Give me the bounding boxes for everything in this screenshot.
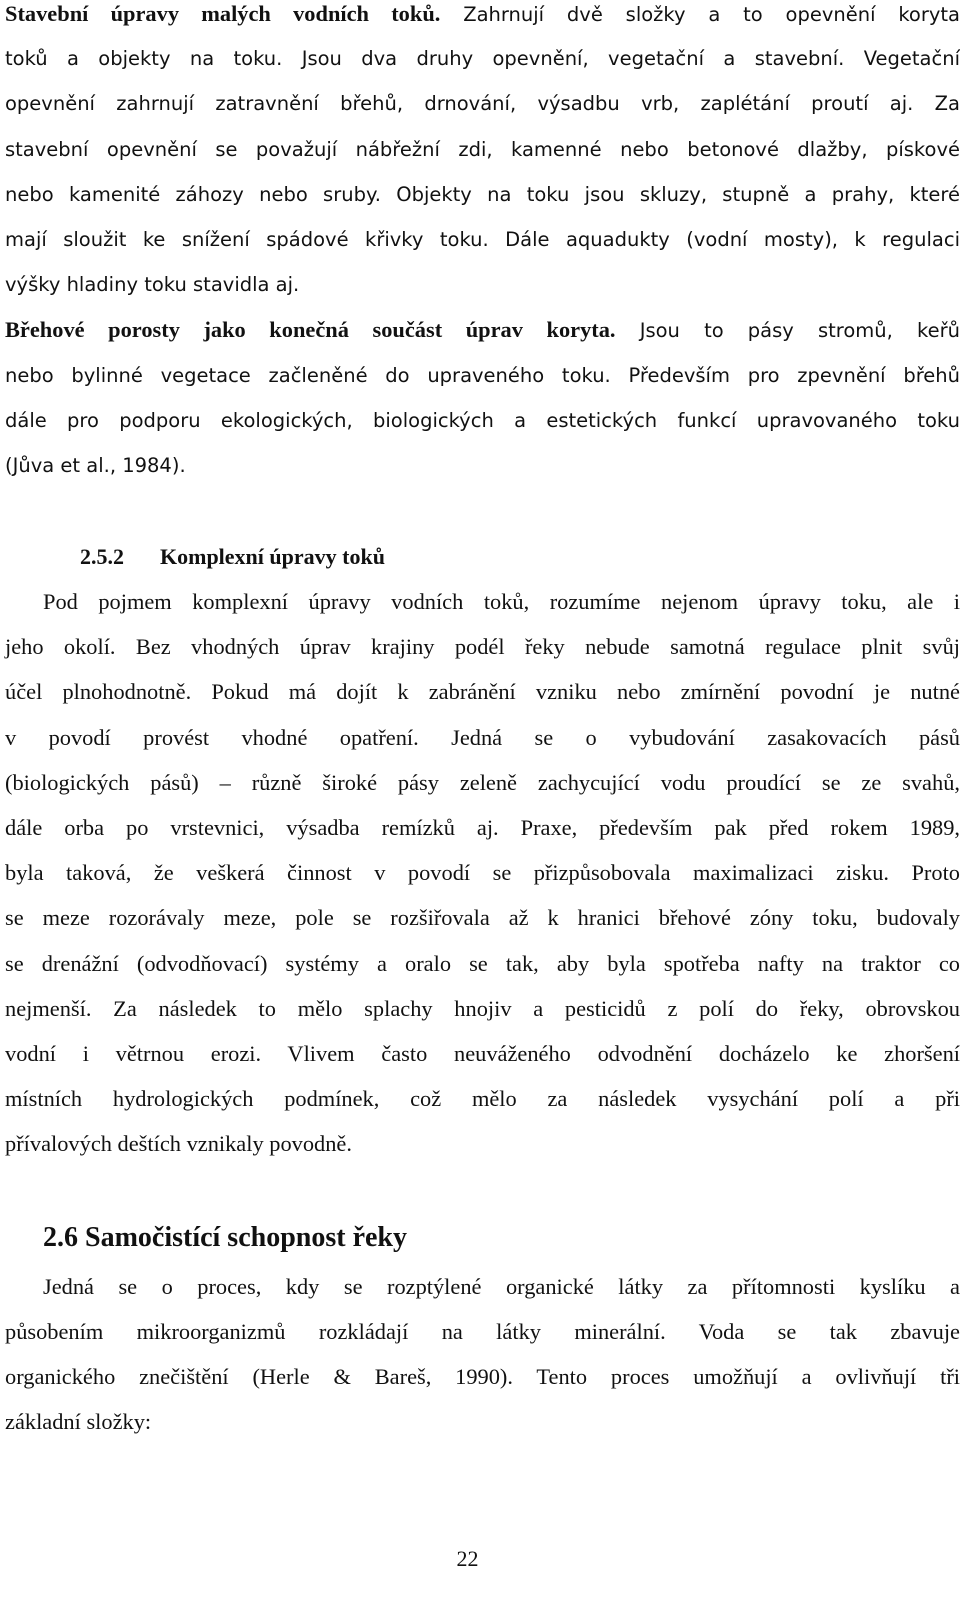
paragraph-line: přívalových deštích vznikaly povodně.: [5, 1131, 352, 1156]
paragraph-line: stavební opevnění se považují nábřežní zdi, kamenné nebo betonové dlažby, pískové: [5, 138, 960, 161]
paragraph-line: vodní i větrnou erozi. Vlivem často neuváženého odvodnění docházelo ke zhoršení: [5, 1041, 960, 1066]
paragraph-line: základní složky:: [5, 1409, 152, 1434]
paragraph-line: (biologických pásů) – různě široké pásy zeleně zachycující vodu proudící se ze svahů,: [5, 770, 960, 795]
paragraph-line: jeho okolí. Bez vhodných úprav krajiny podél řeky nebude samotná regulace plnit svůj: [5, 634, 960, 659]
paragraph-line: výšky hladiny toku stavidla aj.: [5, 273, 300, 296]
paragraph-line: Pod pojmem komplexní úpravy vodních toků, rozumíme nejenom úpravy toku, ale i: [43, 589, 960, 614]
run-in-heading: Břehové porosty jako konečná součást úprav koryta.: [5, 317, 616, 342]
paragraph-line: se drenážní (odvodňovací) systémy a oralo se tak, aby byla spotřeba nafty na traktor co: [5, 951, 960, 976]
paragraph-line: organického znečištění (Herle & Bareš, 1990). Tento proces umožňují a ovlivňují tři: [5, 1364, 960, 1389]
section-number: 2.5.2: [80, 544, 124, 569]
paragraph-line: Břehové porosty jako konečná součást úprav koryta. Jsou to pásy stromů, keřů: [5, 317, 960, 342]
paragraph-line: v povodí provést vhodné opatření. Jedná se o vybudování zasakovacích pásů: [5, 725, 960, 750]
paragraph-line: mají sloužit ke snížení spádové křivky toku. Dále aquadukty (vodní mosty), k regulaci: [5, 228, 960, 251]
paragraph-line: Jedná se o proces, kdy se rozptýlené organické látky za přítomnosti kyslíku a: [43, 1274, 960, 1299]
paragraph-line: nebo kamenité záhozy nebo sruby. Objekty na toku jsou skluzy, stupně a prahy, které: [5, 183, 960, 206]
section-heading: [80, 543, 385, 571]
paragraph-line: opevnění zahrnují zatravnění břehů, drnování, výsadbu vrb, zaplétání proutí aj. Za: [5, 92, 960, 115]
paragraph-line: Stavební úpravy malých vodních toků. Zahrnují dvě složky a to opevnění koryta: [5, 1, 960, 26]
paragraph-line: (Jůva et al., 1984).: [5, 454, 186, 477]
paragraph-line: dále orba po vrstevnici, výsadba remízků aj. Praxe, především pak před rokem 1989,: [5, 815, 960, 840]
paragraph-line: toků a objekty na toku. Jsou dva druhy opevnění, vegetační a stavební. Vegetační: [5, 47, 960, 70]
paragraph-line: se meze rozorávaly meze, pole se rozšiřovala až k hranici břehové zóny toku, budovaly: [5, 905, 960, 930]
paragraph-line: nebo bylinné vegetace začleněné do upraveného toku. Především pro zpevnění břehů: [5, 364, 960, 387]
paragraph-line: účel plnohodnotně. Pokud má dojít k zabránění vzniku nebo zmírnění povodní je nutné: [5, 679, 960, 704]
page-number: 22: [456, 1546, 479, 1571]
section-title: Komplexní úpravy toků: [160, 544, 385, 569]
paragraph-line: působením mikroorganizmů rozkládají na látky minerální. Voda se tak zbavuje: [5, 1319, 960, 1344]
paragraph-line: dále pro podporu ekologických, biologických a estetických funkcí upravovaného toku: [5, 409, 960, 432]
paragraph-line: nejmenší. Za následek to mělo splachy hnojiv a pesticidů z polí do řeky, obrovskou: [5, 996, 960, 1021]
paragraph-line: byla taková, že veškerá činnost v povodí se přizpůsobovala maximalizaci zisku. Proto: [5, 860, 960, 885]
chapter-heading: 2.6 Samočistící schopnost řeky: [43, 1222, 407, 1253]
run-in-heading: Stavební úpravy malých vodních toků.: [5, 1, 441, 26]
paragraph-line: místních hydrologických podmínek, což mělo za následek vysychání polí a při: [5, 1086, 960, 1111]
